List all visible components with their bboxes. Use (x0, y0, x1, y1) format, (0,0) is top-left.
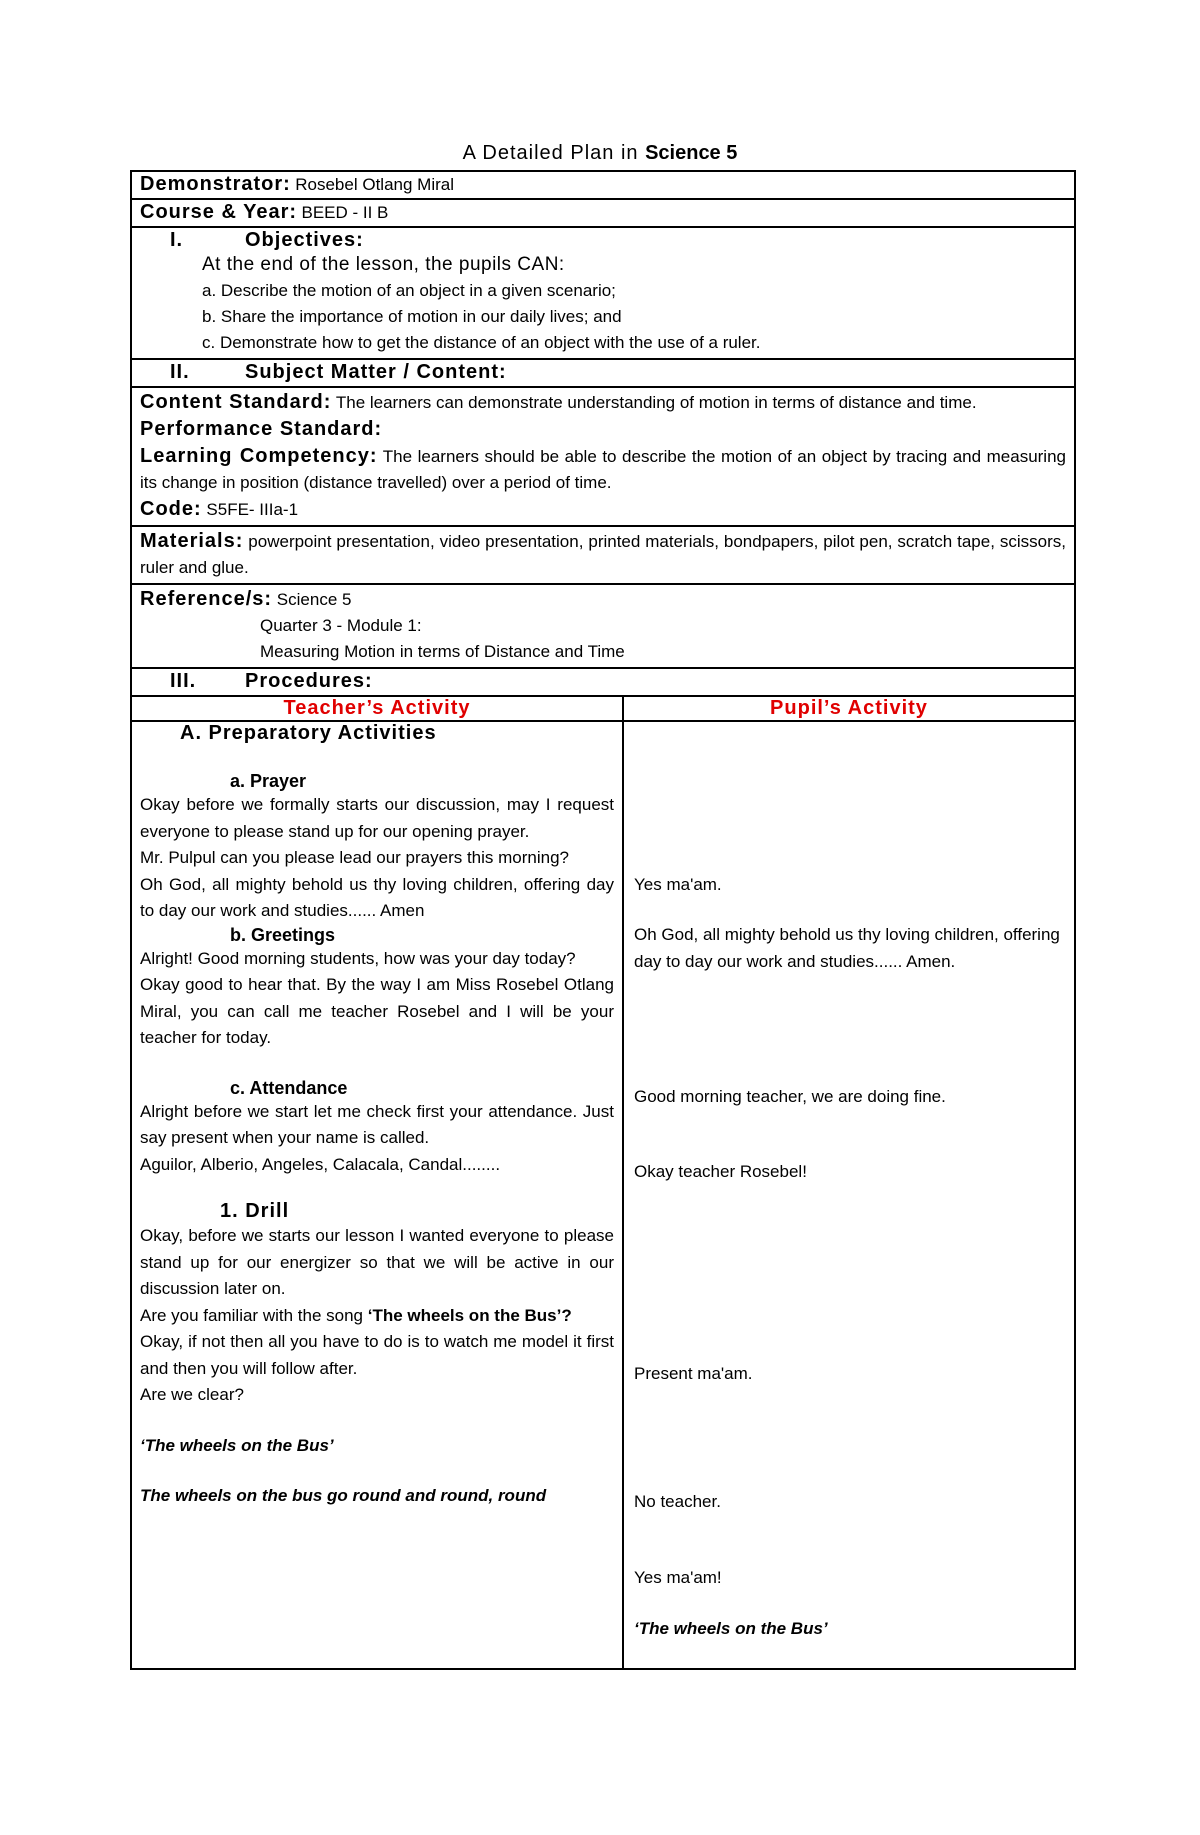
teacher-column (132, 722, 624, 1668)
objectives-list (140, 278, 1066, 356)
demonstrator-value: Rosebel Otlang Miral (295, 175, 454, 194)
references (140, 586, 1066, 613)
performance-standard (140, 416, 1066, 443)
references-label: Reference/s: (140, 588, 273, 610)
content-standard (140, 389, 1066, 416)
content-standard-value: The learners can demonstrate understanding of motion in terms of distance and time. (335, 393, 977, 412)
prayer-text-2: Mr. Pulpul can you please lead our prayers this morning? (140, 848, 570, 867)
standards-row (130, 388, 1076, 527)
pupil-activity-header: Pupil’s Activity (770, 697, 928, 719)
prayer-heading: a. Prayer (230, 771, 307, 791)
song-line: The wheels on the bus go round and round, round (140, 1486, 547, 1505)
teacher-activity-header: Teacher’s Activity (132, 697, 624, 720)
greetings-text-2: Okay good to hear that. By the way I am Miss Rosebel Otlang Miral, you can call me teacher Rosebel and I will be your teacher for today. (140, 975, 614, 1047)
attendance-text-1: Alright before we start let me check first your attendance. Just say present when your name is called. (140, 1101, 614, 1147)
procedures-num: III. (170, 670, 197, 692)
demonstrator-label: Demonstrator: (140, 173, 291, 195)
title-subject: Science 5 (645, 142, 738, 164)
objectives-row (130, 228, 1076, 360)
objective-item: c. Demonstrate how to get the distance of an object with the use of a ruler. (202, 333, 761, 352)
pupil-response-7: Yes ma'am! (634, 1568, 722, 1587)
prayer-text-1: Okay before we formally starts our discussion, may I request everyone to please stand up for our opening prayer. (140, 795, 614, 841)
code-label: Code: (140, 498, 202, 520)
objectives-intro: At the end of the lesson, the pupils CAN: (202, 254, 565, 275)
references-line3: Measuring Motion in terms of Distance and Time (260, 642, 625, 661)
drill-text-3: Okay, if not then all you have to do is to watch me model it first and then you will follow after. (140, 1332, 614, 1378)
subject-matter-num: II. (170, 361, 190, 383)
objectives-heading (140, 229, 1066, 252)
pupil-response-8: ‘The wheels on the Bus’ (634, 1619, 828, 1638)
attendance-text-2: Aguilor, Alberio, Angeles, Calacala, Candal........ (140, 1154, 501, 1174)
activity-headers (130, 697, 1076, 722)
materials (140, 528, 1066, 581)
document-title (0, 142, 1200, 165)
drill-question: Are you familiar with the song (140, 1305, 368, 1325)
song-title: ‘The wheels on the Bus’ (140, 1435, 334, 1455)
demonstrator-row (130, 170, 1076, 200)
drill-heading: 1. Drill (220, 1200, 290, 1222)
pupil-response-6: No teacher. (634, 1492, 721, 1511)
pupil-response-2: Oh God, all mighty behold us thy loving children, offering day to day our work and studies...... Amen. (634, 925, 1060, 971)
title-prefix: A Detailed Plan in (462, 142, 639, 164)
pupil-response-1: Yes ma'am. (634, 875, 722, 894)
drill-text-1: Okay, before we starts our lesson I wanted everyone to please stand up for our energizer so that we will be active in our discussion later on. (140, 1226, 614, 1298)
drill-text-2 (140, 1303, 614, 1330)
objective-item: a. Describe the motion of an object in a given scenario; (202, 281, 616, 300)
objectives-num: I. (170, 229, 184, 251)
learning-competency-label: Learning Competency: (140, 445, 378, 467)
materials-value: powerpoint presentation, video presentation, printed materials, bondpapers, pilot pen, scratch tape, scissors, ruler and glue. (140, 532, 1066, 577)
content-standard-label: Content Standard: (140, 391, 332, 413)
preparatory-heading: A. Preparatory Activities (180, 722, 437, 744)
code-value: S5FE- IIIa-1 (206, 500, 299, 519)
performance-standard-label: Performance Standard: (140, 418, 383, 440)
course-row (130, 200, 1076, 228)
learning-competency-value: The learners should be able to describe the motion of an object by tracing and measuring its change in position (distance travelled) over a period of time. (140, 447, 1066, 492)
subject-matter-heading (140, 361, 1066, 384)
pupil-response-4: Okay teacher Rosebel! (634, 1162, 807, 1181)
greetings-heading: b. Greetings (230, 924, 336, 945)
references-value: Science 5 (276, 590, 352, 609)
subject-matter-title: Subject Matter / Content: (245, 361, 507, 383)
pupil-column (624, 722, 1074, 1668)
prayer-text-3: Oh God, all mighty behold us thy loving children, offering day to day our work and studies...... Amen (140, 874, 614, 920)
drill-text-4: Are we clear? (140, 1385, 244, 1404)
code (140, 496, 1066, 523)
objective-item: b. Share the importance of motion in our daily lives; and (202, 307, 622, 326)
procedures-body (130, 722, 1076, 1670)
lesson-plan-table (130, 170, 1076, 1670)
materials-label: Materials: (140, 530, 244, 552)
subject-matter-row (130, 360, 1076, 388)
materials-row (130, 527, 1076, 585)
pupil-response-3: Good morning teacher, we are doing fine. (634, 1087, 946, 1106)
references-row (130, 585, 1076, 669)
attendance-heading: c. Attendance (230, 1077, 348, 1098)
course-label: Course & Year: (140, 201, 298, 223)
procedures-row (130, 669, 1076, 697)
objectives-title: Objectives: (245, 229, 364, 251)
references-line2: Quarter 3 - Module 1: (260, 616, 422, 635)
greetings-text-1: Alright! Good morning students, how was your day today? (140, 948, 576, 968)
procedures-heading (140, 670, 1066, 693)
drill-song-ref: ‘The wheels on the Bus’? (367, 1305, 572, 1325)
pupil-response-5: Present ma'am. (634, 1364, 753, 1383)
learning-competency (140, 443, 1066, 496)
procedures-title: Procedures: (245, 670, 373, 692)
course-value: BEED - II B (301, 203, 389, 222)
